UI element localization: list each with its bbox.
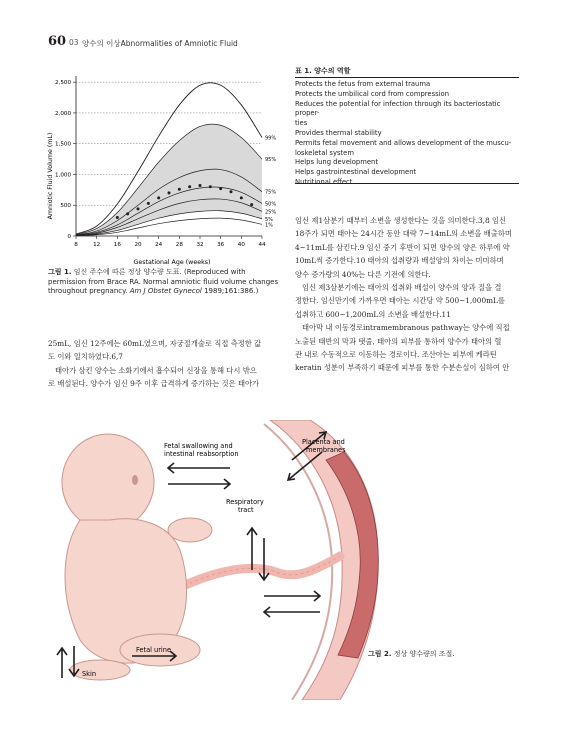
- label-placenta: Placenta and: [302, 438, 345, 446]
- label-placenta-2: membranes: [306, 446, 346, 454]
- table1-row: Protects the umbilical cord from compression: [295, 89, 450, 98]
- mean-point: [157, 196, 160, 199]
- mean-point: [230, 190, 233, 193]
- fetus-figure: [62, 434, 212, 680]
- x-tick-label: 36: [217, 242, 225, 248]
- text-line: 18주가 되면 태아는 24시간 동안 대략 7~14mL의 소변을 배출하며: [295, 229, 512, 239]
- x-tick-label: 8: [74, 242, 78, 248]
- x-tick-label: 24: [155, 242, 163, 248]
- curve-label: 75%: [265, 189, 277, 196]
- mean-point: [116, 216, 119, 219]
- table1-row: Permits fetal movement and allows development of the muscu-: [295, 138, 512, 147]
- label-swallowing-2: intestinal reabsorption: [164, 450, 239, 458]
- amniotic-volume-chart: [40, 68, 280, 268]
- figure1-caption-tail: 1989;161:386.): [201, 287, 259, 295]
- curve-label: 95%: [265, 157, 277, 164]
- mean-point: [250, 203, 253, 206]
- y-tick-labels: [55, 80, 76, 240]
- x-tick-labels: [74, 236, 266, 248]
- mean-point: [126, 212, 129, 215]
- y-tick-label: 1,000: [54, 172, 71, 179]
- curve-label: 50%: [265, 201, 277, 208]
- text-line: 도 이와 일치하였다.6,7: [48, 352, 123, 362]
- text-line: 노출된 태반의 막과 탯줄, 태아의 피부를 통하여 양수가 태아의 혈: [295, 336, 502, 346]
- mean-point: [188, 185, 191, 188]
- y-tick-label: 0: [67, 234, 71, 240]
- y-tick-label: 2,500: [54, 80, 71, 87]
- y-tick-label: 1,500: [54, 141, 71, 148]
- x-tick-label: 32: [196, 242, 204, 248]
- text-line: 태아막 내 이동경로intramembranous pathway는 양수에 직접: [302, 323, 510, 333]
- figure2-caption-label: 그림 2.: [368, 650, 392, 658]
- figure2-caption-text: 정상 양수량의 조절.: [391, 650, 455, 658]
- mean-point: [147, 202, 150, 205]
- text-line: 임신 제1삼분기 때부터 소변을 생성한다는 것을 의미한다.3,8 임신: [295, 216, 507, 225]
- table1-row: Provides thermal stability: [295, 128, 382, 137]
- table1-row: Nutritional effect: [295, 177, 353, 186]
- left-column-text: [48, 337, 280, 391]
- x-tick-label: 28: [175, 242, 183, 248]
- curve-label: 25%: [265, 209, 277, 216]
- text-line: 정한다. 임신만기에 가까우면 태아는 시간당 약 500~1,000mL를: [295, 296, 505, 306]
- fetus-eye: [132, 475, 138, 485]
- table1-row: Reduces the potential for infection through its bacteriostatic proper-: [295, 99, 501, 118]
- label-respiratory: Respiratory: [226, 498, 264, 506]
- text-line: 10mL씩 증가한다.10 태아의 섭취량과 배설양의 차이는 미미하며: [295, 256, 504, 266]
- x-tick-label: 40: [237, 242, 245, 248]
- figure2-caption: [368, 650, 455, 660]
- label-swallowing: Fetal swallowing and: [164, 442, 233, 450]
- curve-label: 5%: [265, 216, 273, 223]
- curve-label: 1%: [265, 222, 273, 229]
- mean-point: [178, 188, 181, 191]
- x-tick-label: 44: [258, 242, 266, 248]
- mean-point: [219, 187, 222, 190]
- curve-label: 99%: [265, 135, 277, 142]
- table1-row: ties: [295, 119, 308, 128]
- figure1-caption-label: 그림 1.: [48, 268, 72, 276]
- text-line: 태아가 삼킨 양수는 소화기에서 흡수되어 신장을 통해 다시 밖으: [55, 365, 257, 375]
- table1-title: 표 1. 양수의 역할: [295, 67, 351, 75]
- table1-top-rule: [295, 77, 519, 78]
- mean-point: [240, 196, 243, 199]
- curve-labels: [265, 136, 276, 229]
- page-number: 60: [48, 34, 67, 49]
- table1-body: [295, 80, 519, 188]
- table1-row: Helps gastrointestinal development: [295, 168, 417, 177]
- chapter-title: 양수의 이상Abnormalities of Amniotic Fluid: [82, 39, 238, 48]
- y-axis-label: Amniotic Fluid Volume (mL): [47, 132, 54, 220]
- mean-point: [209, 185, 212, 188]
- mean-point: [168, 191, 171, 194]
- text-line: 25mL, 임신 12주에는 60mL였으며, 자궁절개술로 직접 측정한 값: [48, 339, 262, 348]
- table1-row: loskeletal system: [295, 148, 354, 157]
- text-line: keratin 성분이 부족하기 때문에 피부를 통한 수분손실이 심하여 안: [295, 363, 510, 373]
- label-fetal-urine: Fetal urine: [136, 646, 171, 654]
- x-tick-label: 12: [93, 242, 101, 248]
- y-tick-label: 2,000: [54, 110, 71, 117]
- x-tick-label: 16: [113, 242, 121, 248]
- mean-point: [199, 184, 202, 187]
- text-line: 섭취하고 600~1,200mL의 소변을 배설한다.11: [295, 309, 451, 319]
- text-line: 로 배설된다. 양수가 임신 9주 이후 급격하게 증가하는 것은 태아가: [48, 379, 260, 389]
- text-line: 임신 제3삼분기에는 태아의 섭취와 배설이 양수의 양과 질을 결: [302, 283, 502, 293]
- text-line: 양수 증가량의 40%는 다른 기전에 의한다.: [295, 269, 431, 279]
- text-line: 4~11mL를 삼킨다.9 임신 중기 후반이 되면 양수의 양은 하루에 약: [295, 242, 510, 252]
- table1-row: Protects the fetus from external trauma: [295, 80, 431, 88]
- x-tick-label: 20: [134, 242, 142, 248]
- right-column-text: [295, 214, 521, 375]
- label-respiratory-2: tract: [238, 506, 254, 514]
- label-skin: Skin: [82, 670, 97, 678]
- chapter-number: 03: [69, 38, 79, 47]
- y-tick-label: 500: [60, 203, 71, 210]
- x-axis-label: Gestational Age (weeks): [133, 259, 211, 266]
- table1-row: Helps lung development: [295, 158, 379, 167]
- table1-bottom-rule: [295, 183, 519, 184]
- mean-point: [137, 207, 140, 210]
- figure1-caption-journal: Am J Obstet Gynecol: [129, 287, 202, 295]
- figure1-caption: [48, 268, 280, 297]
- figure1-caption-text: 임신 주수에 따른 정상 양수량 도표. (Reproduced with permission from Brace RA. Normal amniotic fluid volume changes throughout pregnancy.: [48, 268, 279, 295]
- text-line: 관 내로 수동적으로 이동하는 경로이다. 조산아는 피부에 케라틴: [295, 350, 497, 360]
